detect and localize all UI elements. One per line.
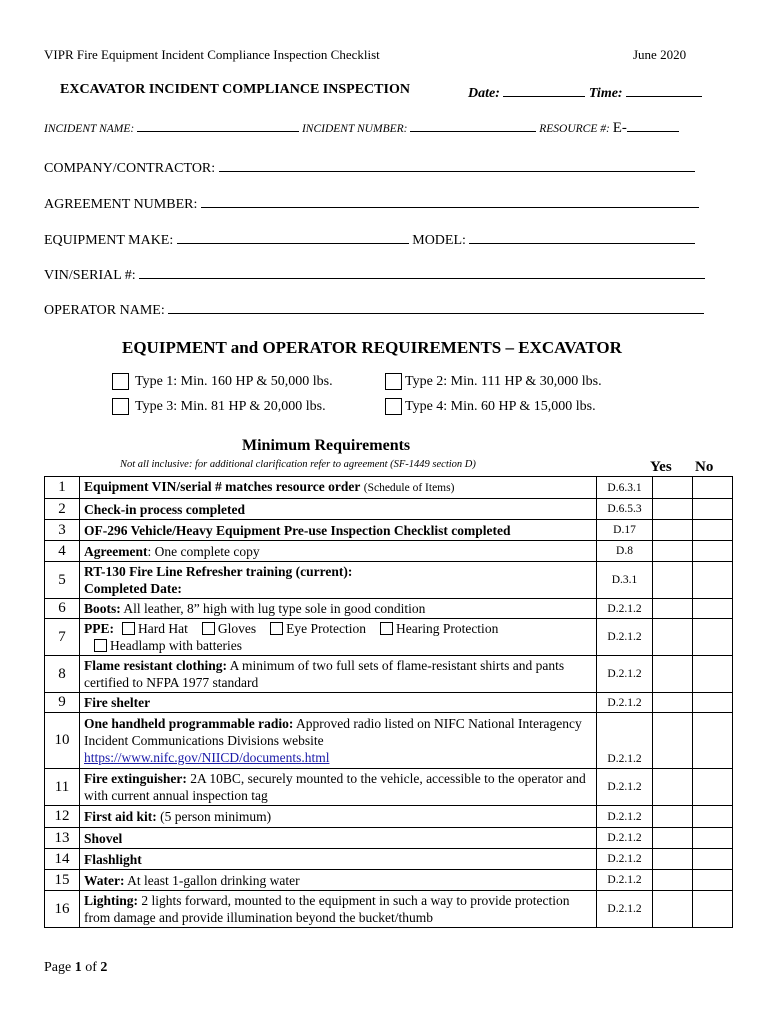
- type-3-checkbox[interactable]: [112, 398, 129, 415]
- row-reference: D.17: [597, 520, 653, 541]
- table-row: [45, 562, 733, 599]
- document-header-date: June 2020: [633, 47, 687, 62]
- row-number: 9: [45, 693, 80, 713]
- row-number: 5: [45, 562, 80, 599]
- yes-cell[interactable]: [653, 870, 693, 891]
- yes-cell[interactable]: [653, 713, 693, 769]
- agreement-field[interactable]: [201, 193, 699, 208]
- row-description: [80, 693, 597, 713]
- type-1-checkbox[interactable]: [112, 373, 129, 390]
- page-label: Page: [44, 960, 72, 975]
- gloves-label: Gloves: [217, 621, 257, 636]
- yes-cell[interactable]: [653, 656, 693, 693]
- row-title: Boots:: [84, 601, 121, 616]
- yes-cell[interactable]: [653, 599, 693, 619]
- yes-cell[interactable]: [653, 806, 693, 828]
- table-row: [45, 769, 733, 806]
- row-number: 6: [45, 599, 80, 619]
- row-reference: D.2.1.2: [597, 656, 653, 693]
- headlamp-label: Headlamp with batteries: [110, 638, 242, 653]
- row-description: [80, 769, 597, 806]
- operator-row: [44, 299, 704, 319]
- yes-cell[interactable]: [653, 619, 693, 656]
- table-row: [45, 619, 733, 656]
- row-number: 1: [45, 477, 80, 499]
- row-text: : One complete copy: [147, 543, 260, 559]
- row-description: [80, 806, 597, 828]
- row-description: [80, 828, 597, 849]
- row-number: 12: [45, 806, 80, 828]
- row-title: Equipment VIN/serial # matches resource order: [84, 479, 361, 494]
- row-title: PPE:: [84, 621, 114, 636]
- row-text: At least 1-gallon drinking water: [124, 872, 300, 888]
- incident-name-label: INCIDENT NAME:: [44, 123, 135, 135]
- row-description: [80, 619, 597, 656]
- type-2-label: Type 2: Min. 111 HP & 30,000 lbs.: [405, 373, 602, 389]
- page-footer: [44, 960, 107, 976]
- row-title: Flashlight: [84, 851, 142, 867]
- type-2-option[interactable]: [385, 373, 602, 390]
- incident-name-field[interactable]: [137, 120, 299, 132]
- time-field[interactable]: [626, 82, 702, 97]
- page-number: 1: [74, 960, 82, 975]
- headlamp-checkbox[interactable]: [94, 639, 107, 652]
- yes-cell[interactable]: [653, 499, 693, 520]
- table-row: [45, 849, 733, 870]
- row-title: First aid kit:: [84, 809, 157, 824]
- row-number: 13: [45, 828, 80, 849]
- no-cell[interactable]: [693, 891, 733, 928]
- row-description: [80, 713, 597, 769]
- no-cell[interactable]: [693, 828, 733, 849]
- yes-cell[interactable]: [653, 562, 693, 599]
- document-header-title: VIPR Fire Equipment Incident Compliance Inspection Checklist: [44, 47, 380, 62]
- row-reference: D.2.1.2: [597, 849, 653, 870]
- no-cell[interactable]: [693, 870, 733, 891]
- row-number: 15: [45, 870, 80, 891]
- row-number: 10: [45, 713, 80, 769]
- row-number: 2: [45, 499, 80, 520]
- table-row: [45, 541, 733, 562]
- row-title: Check-in process completed: [84, 501, 245, 517]
- row-number: 3: [45, 520, 80, 541]
- make-model-row: [44, 229, 695, 249]
- row-reference: D.2.1.2: [597, 828, 653, 849]
- row-description: [80, 541, 597, 562]
- yes-cell[interactable]: [653, 520, 693, 541]
- hard-hat-checkbox[interactable]: [122, 622, 135, 635]
- row-description: [80, 599, 597, 619]
- form-title: EXCAVATOR INCIDENT COMPLIANCE INSPECTION: [60, 82, 410, 97]
- row-reference: D.2.1.2: [597, 769, 653, 806]
- row-reference: D.3.1: [597, 562, 653, 599]
- row-number: 4: [45, 541, 80, 562]
- table-row: [45, 828, 733, 849]
- row-text: 2A 10BC, securely mounted to the vehicle, accessible to the operator and with current annual inspection tag: [84, 771, 586, 803]
- row-title: Water:: [84, 872, 125, 888]
- type-1-label: Type 1: Min. 160 HP & 50,000 lbs.: [135, 373, 333, 389]
- row-reference: D.8: [597, 541, 653, 562]
- table-row: [45, 891, 733, 928]
- hearing-protection-checkbox[interactable]: [380, 622, 393, 635]
- resource-field[interactable]: [627, 120, 679, 132]
- row-title: One handheld programmable radio:: [84, 716, 294, 731]
- type-4-label: Type 4: Min. 60 HP & 15,000 lbs.: [405, 398, 596, 414]
- table-row: [45, 520, 733, 541]
- no-cell[interactable]: [693, 849, 733, 870]
- yes-cell[interactable]: [653, 828, 693, 849]
- table-row: [45, 713, 733, 769]
- row-reference: D.2.1.2: [597, 713, 653, 769]
- no-cell[interactable]: [693, 656, 733, 693]
- ppe-headlamp-option[interactable]: [94, 637, 242, 654]
- yes-cell[interactable]: [653, 891, 693, 928]
- table-row: [45, 806, 733, 828]
- min-req-title: Minimum Requirements: [242, 437, 411, 454]
- row-description: [80, 499, 597, 520]
- hard-hat-label: Hard Hat: [138, 621, 188, 636]
- row-text: All leather, 8” high with lug type sole in good condition: [120, 601, 426, 616]
- no-cell[interactable]: [693, 562, 733, 599]
- ppe-options-line-2: [84, 637, 592, 654]
- operator-label: OPERATOR NAME:: [44, 303, 165, 318]
- table-row: [45, 870, 733, 891]
- row-title: Fire shelter: [84, 695, 151, 710]
- row-title: Shovel: [84, 830, 123, 846]
- no-cell[interactable]: [693, 619, 733, 656]
- no-cell[interactable]: [693, 477, 733, 499]
- requirements-table: [44, 476, 733, 928]
- yes-cell[interactable]: [653, 769, 693, 806]
- yes-cell[interactable]: [653, 541, 693, 562]
- row-description: [80, 849, 597, 870]
- row-text: 2 lights forward, mounted to the equipment in such a way to provide protection from damage and provide illumination beyond the bucket/thumb: [84, 893, 570, 925]
- vin-field[interactable]: [139, 264, 705, 279]
- yes-cell[interactable]: [653, 849, 693, 870]
- table-row: [45, 693, 733, 713]
- page-total: 2: [100, 960, 108, 975]
- row-reference: D.6.5.3: [597, 499, 653, 520]
- no-cell[interactable]: [693, 713, 733, 769]
- row-number: 14: [45, 849, 80, 870]
- row-title: RT-130 Fire Line Refresher training (current):: [84, 564, 353, 579]
- row-title: Lighting:: [84, 893, 139, 908]
- row-number: 11: [45, 769, 80, 806]
- row-reference: D.2.1.2: [597, 891, 653, 928]
- type-4-checkbox[interactable]: [385, 398, 402, 415]
- date-label: Date:: [468, 86, 500, 101]
- row-number: 16: [45, 891, 80, 928]
- resource-prefix: E-: [612, 120, 627, 136]
- no-cell[interactable]: [693, 599, 733, 619]
- date-time-row: [468, 82, 702, 102]
- section-title: EQUIPMENT and OPERATOR REQUIREMENTS – EXCAVATOR: [122, 338, 622, 357]
- ppe-hard-hat-option[interactable]: [122, 620, 188, 637]
- table-row: [45, 477, 733, 499]
- completed-date-label: Completed Date:: [84, 581, 182, 596]
- row-description: [80, 562, 597, 599]
- hearing-protection-label: Hearing Protection: [395, 621, 499, 636]
- row-title: Agreement: [84, 543, 148, 559]
- type-3-label: Type 3: Min. 81 HP & 20,000 lbs.: [135, 398, 326, 414]
- no-cell[interactable]: [693, 693, 733, 713]
- table-row: [45, 499, 733, 520]
- row-description: [80, 477, 597, 499]
- resource-label: RESOURCE #:: [539, 123, 610, 135]
- table-row: [45, 599, 733, 619]
- yes-cell[interactable]: [653, 477, 693, 499]
- agreement-row: [44, 193, 699, 213]
- make-field[interactable]: [177, 229, 409, 244]
- no-cell[interactable]: [693, 541, 733, 562]
- row-text: A minimum of two full sets of flame-resistant shirts and pants certified to NFPA 1977 standard: [84, 658, 565, 690]
- row-reference: D.2.1.2: [597, 870, 653, 891]
- vin-label: VIN/SERIAL #:: [44, 268, 136, 283]
- of-label: of: [85, 960, 97, 975]
- row-text: Approved radio listed on NIFC National Interagency Incident Communications Divisions website: [84, 716, 582, 748]
- row-note: (Schedule of Items): [363, 482, 455, 494]
- model-field[interactable]: [469, 229, 695, 244]
- company-field[interactable]: [219, 157, 695, 172]
- type-4-option[interactable]: [385, 398, 596, 415]
- no-cell[interactable]: [693, 806, 733, 828]
- yes-column-header: Yes: [650, 459, 672, 475]
- ppe-gloves-option[interactable]: [202, 620, 256, 637]
- eye-protection-label: Eye Protection: [286, 621, 366, 636]
- row-reference: D.2.1.2: [597, 693, 653, 713]
- yes-cell[interactable]: [653, 693, 693, 713]
- row-title: Flame resistant clothing:: [84, 658, 227, 673]
- ppe-options-line: [84, 620, 592, 637]
- date-field[interactable]: [503, 82, 585, 97]
- vin-row: [44, 264, 705, 284]
- gloves-checkbox[interactable]: [202, 622, 215, 635]
- no-cell[interactable]: [693, 520, 733, 541]
- row-number: 7: [45, 619, 80, 656]
- make-label: EQUIPMENT MAKE:: [44, 233, 174, 248]
- no-cell[interactable]: [693, 769, 733, 806]
- no-column-header: No: [695, 459, 714, 475]
- table-row: [45, 656, 733, 693]
- eye-protection-checkbox[interactable]: [270, 622, 283, 635]
- row-description: [80, 520, 597, 541]
- nifc-documents-link[interactable]: https://www.nifc.gov/NIICD/documents.html: [84, 750, 330, 765]
- ppe-eye-protection-option[interactable]: [270, 620, 366, 637]
- row-text: (5 person minimum): [156, 809, 272, 824]
- incident-number-field[interactable]: [410, 120, 536, 132]
- row-reference: D.2.1.2: [597, 619, 653, 656]
- ppe-hearing-protection-option[interactable]: [380, 620, 498, 637]
- operator-field[interactable]: [168, 299, 704, 314]
- company-row: [44, 157, 695, 177]
- company-label: COMPANY/CONTRACTOR:: [44, 161, 216, 176]
- model-label: MODEL:: [412, 233, 466, 248]
- min-req-note: Not all inclusive: for additional clarification refer to agreement (SF-1449 section D): [120, 459, 476, 470]
- row-description: [80, 656, 597, 693]
- row-reference: D.6.3.1: [597, 477, 653, 499]
- row-title: OF-296 Vehicle/Heavy Equipment Pre-use Inspection Checklist completed: [84, 522, 511, 538]
- row-reference: D.2.1.2: [597, 599, 653, 619]
- no-cell[interactable]: [693, 499, 733, 520]
- incident-row: [44, 120, 679, 137]
- incident-number-label: INCIDENT NUMBER:: [301, 123, 408, 135]
- type-3-option[interactable]: [112, 398, 326, 415]
- row-number: 8: [45, 656, 80, 693]
- type-2-checkbox[interactable]: [385, 373, 402, 390]
- time-label: Time:: [588, 86, 623, 101]
- row-title: Fire extinguisher:: [84, 771, 187, 786]
- agreement-label: AGREEMENT NUMBER:: [44, 197, 198, 212]
- type-1-option[interactable]: [112, 373, 333, 390]
- row-description: [80, 870, 597, 891]
- row-reference: D.2.1.2: [597, 806, 653, 828]
- row-description: [80, 891, 597, 928]
